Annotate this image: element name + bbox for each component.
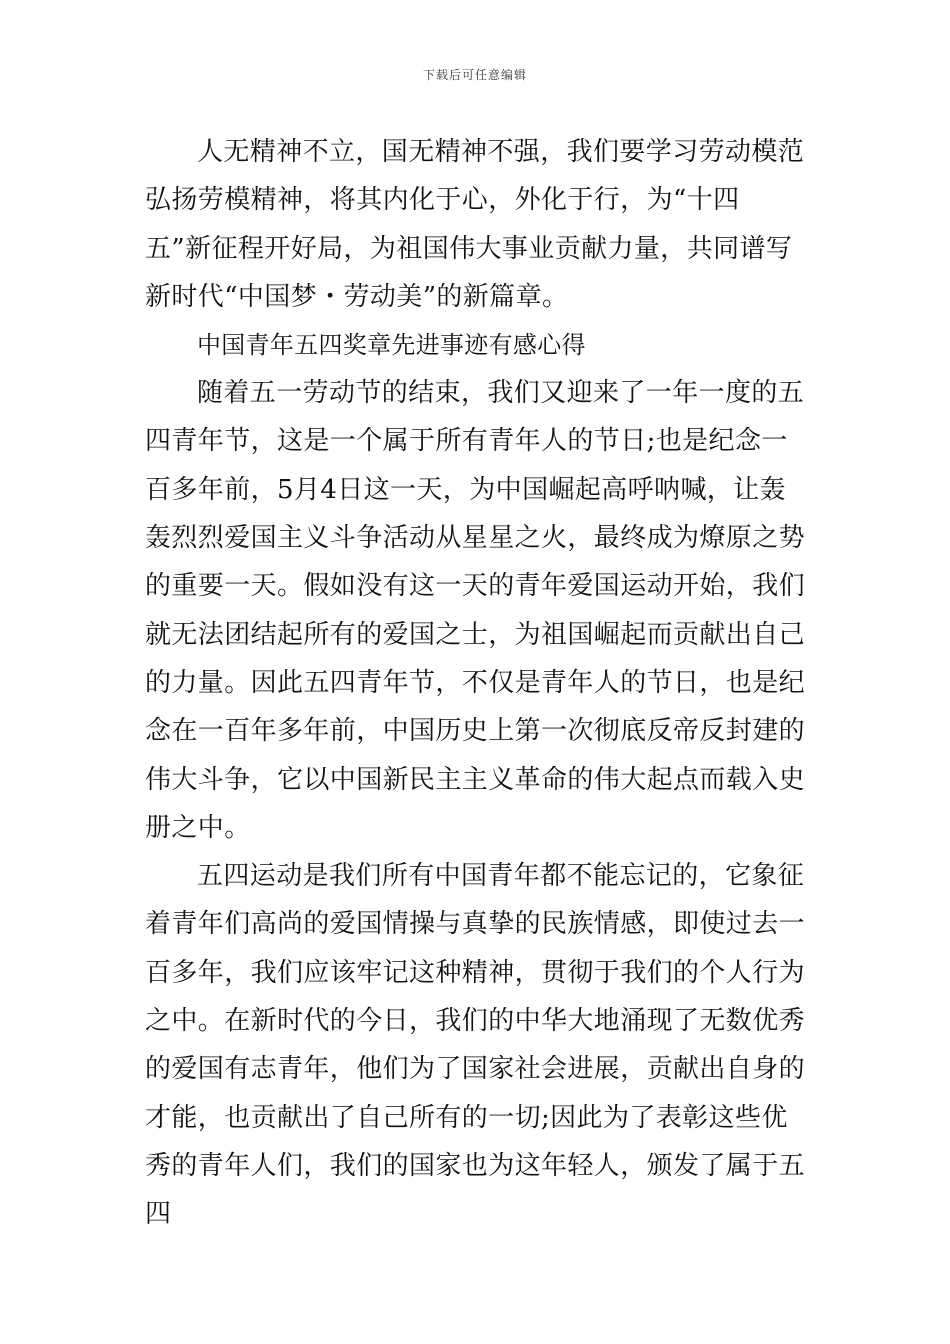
paragraph-may-fourth-intro: 随着五一劳动节的结束，我们又迎来了一年一度的五四青年节，这是一个属于所有青年人的节日;也是纪念一百多年前，5月4日这一天，为中国崛起高呼呐喊，让轰轰烈烈爱国主义斗争活动从星星之火，最终成为燎原之势的重要一天。假如没有这一天的青年爱国运动开始，我们就无法团结起所有的爱国之士，为祖国崛起而贡献出自己的力量。因此五四青年节，不仅是青年人的节日，也是纪念在一百年多年前，中国历史上第一次彻底反帝反封建的伟大斗争，它以中国新民主主义革命的伟大起点而载入史册之中。	[145, 378, 806, 843]
paragraph-closing: 人无精神不立，国无精神不强，我们要学习劳动模范弘扬劳模精神，将其内化于心，外化于行，为“十四五”新征程开好局，为祖国伟大事业贡献力量，共同谱写新时代“中国梦・劳动美”的新篇章。	[145, 137, 805, 312]
page-header-note: 下载后可任意编辑	[422, 68, 527, 82]
document-body	[145, 128, 805, 1239]
paragraph-may-fourth-spirit: 五四运动是我们所有中国青年都不能忘记的，它象征着青年们高尚的爱国情操与真挚的民族情感，即使过去一百多年，我们应该牢记这种精神，贯彻于我们的个人行为之中。在新时代的今日，我们的中华大地涌现了无数优秀的爱国有志青年，他们为了国家社会进展，贡献出自身的才能，也贡献出了自己所有的一切;因此为了表彰这些优秀的青年人们，我们的国家也为这年轻人，颁发了属于五四	[145, 861, 806, 1230]
section-title: 中国青年五四奖章先进事迹有感心得	[197, 331, 586, 360]
